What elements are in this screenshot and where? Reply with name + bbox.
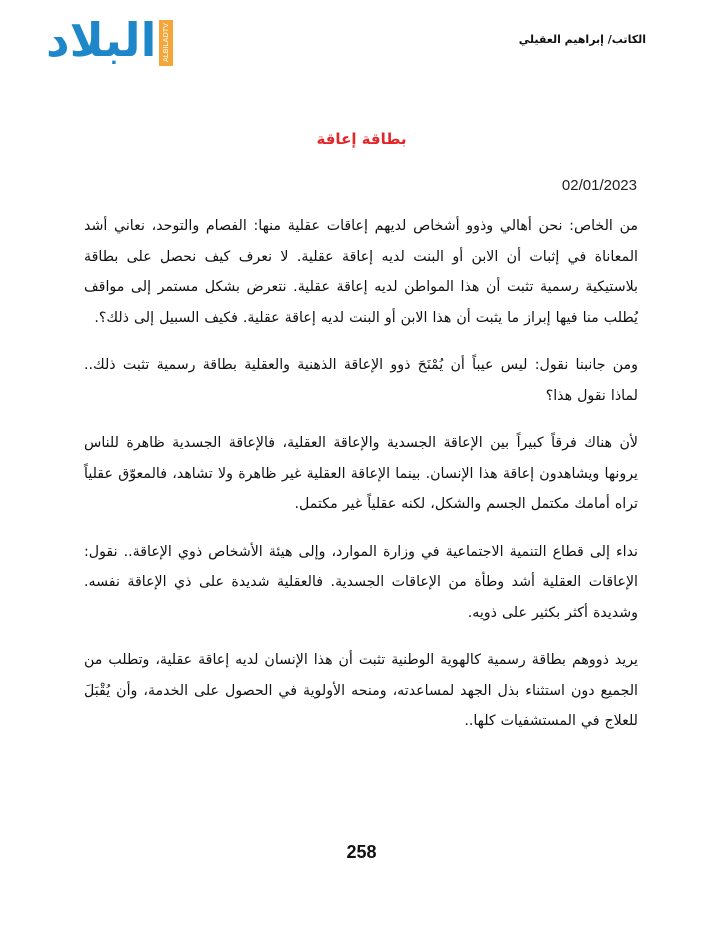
logo-tagline: ALBILADTV: [159, 20, 173, 66]
article-title: بطاقة إعاقة: [316, 130, 407, 148]
author-name: الكاتب/ إبراهيم العقيلي: [518, 33, 646, 46]
paragraph-1: من الخاص: نحن أهالي وذوو أشخاص لديهم إعاقات عقلية منها: الفصام والتوحد، نعاني أشد المعاناة في إثبات أن الابن أو البنت لديه إعاقة عقلية. لا نعرف كيف نحصل على بطاقة بلاستيكية رسمية تثبت أن هذا المواطن لديه إعاقة عقلية. نتعرض بشكل مستمر إلى مواقف يُطلب منا فيها إبراز ما يثبت أن هذا الابن أو البنت لديه إعاقة عقلية. فكيف السبيل إلى ذلك؟.: [84, 218, 638, 326]
paragraph-5: يريد ذووهم بطاقة رسمية كالهوية الوطنية تثبت أن هذا الإنسان لديه إعاقة عقلية، وتطلب من الجميع دون استثناء بذل الجهد لمساعدته، ومنحه الأولوية في الحصول على الخدمة، وأن يُقْبَلَ للعلاج في المستشفيات كلها..: [84, 652, 638, 729]
page-number: 258: [346, 842, 377, 862]
publication-logo: [46, 13, 186, 68]
logo-wordmark: البلاد: [46, 13, 157, 67]
article-body: [84, 211, 638, 754]
article-date: 02/01/2023: [561, 177, 637, 194]
paragraph-4: نداء إلى قطاع التنمية الاجتماعية في وزارة الموارد، وإلى هيئة الأشخاص ذوي الإعاقة.. نقول: الإعاقات العقلية أشد وطأة من الإعاقات الجسدية. فالعقلية شديدة على ذي الإعاقة نفسه. وشديدة أكثر بكثير على ذويه.: [84, 543, 638, 621]
paragraph-3: لأن هناك فرقاً كبيراً بين الإعاقة الجسدية والإعاقة العقلية، فالإعاقة الجسدية ظاهرة للناس يرونها ويشاهدون إعاقة هذا الإنسان. بينما الإعاقة العقلية غير ظاهرة ولا تشاهد، فالمعوّق عقلياً تراه أمامك مكتمل الجسم والشكل، لكنه عقلياً غير مكتمل.: [84, 435, 638, 512]
paragraph-2: ومن جانبنا نقول: ليس عيباً أن يُمْنَحَ ذوو الإعاقة الذهنية والعقلية بطاقة رسمية تثبت ذلك.. لماذا نقول هذا؟: [84, 357, 638, 404]
